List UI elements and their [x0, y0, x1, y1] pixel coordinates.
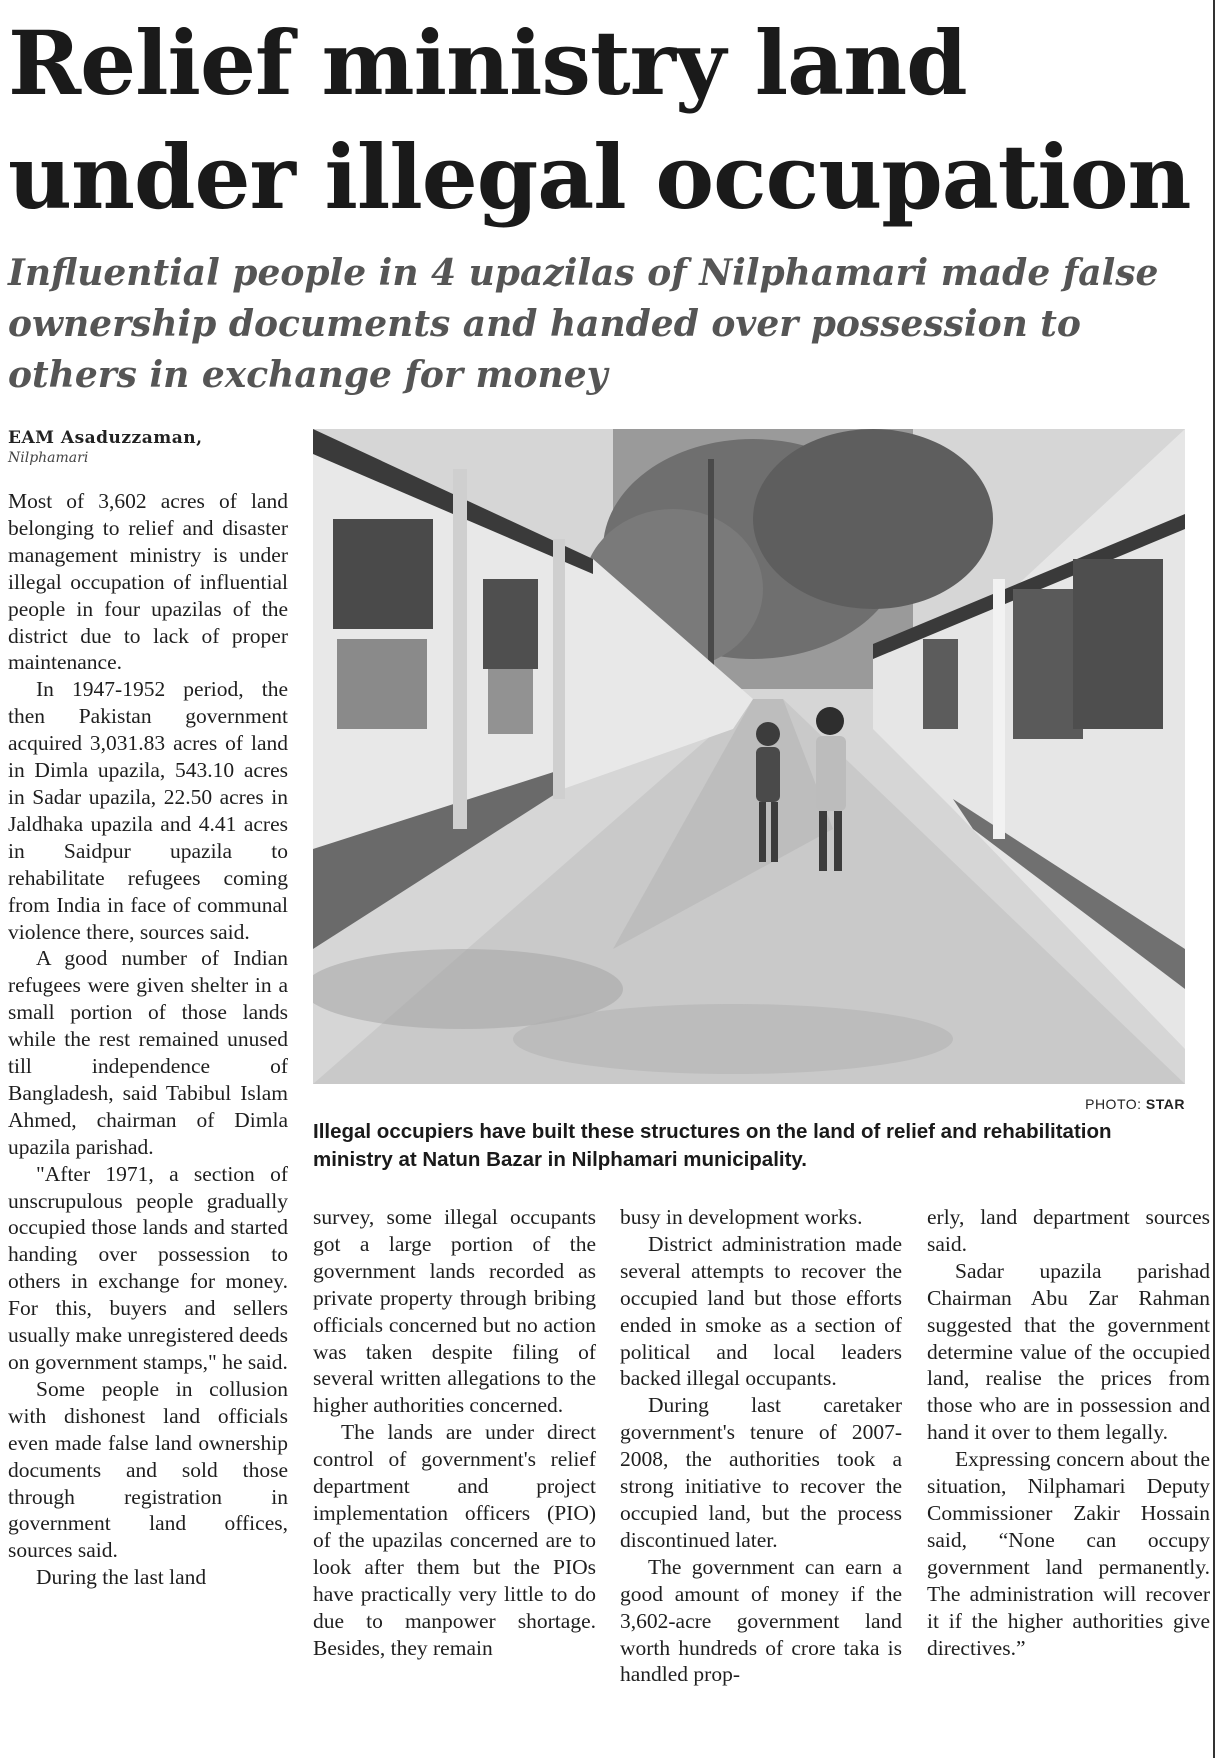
article-column-4: [927, 1204, 1210, 1750]
paragraph: survey, some illegal occupants got a large portion of the government lands recorded as private property through bribing officials concerned but no action was taken despite filing of several written allegations to the higher authorities concerned.: [313, 1205, 596, 1418]
paragraph: A good number of Indian refugees were given shelter in a small portion of those lands while the rest remained unused till independence of Bangladesh, said Tabibul Islam Ahmed, chairman of Dimla upazila parishad.: [8, 946, 288, 1159]
photo-credit: [313, 1096, 1185, 1112]
photo-credit-prefix: PHOTO:: [1085, 1096, 1142, 1112]
article-column-1: [8, 488, 288, 1750]
article-column-2: [313, 1204, 596, 1750]
page-right-rule: [1213, 0, 1215, 1758]
paragraph: Most of 3,602 acres of land belonging to relief and disaster management ministry is under illegal occupation of influential people in four upazilas of the district due to lack of proper maintenance.: [8, 489, 288, 675]
byline-location: Nilphamari: [8, 450, 89, 466]
paragraph: The government can earn a good amount of money if the 3,602-acre government land worth hundreds of crore taka is handled prop-: [620, 1554, 902, 1687]
byline-author: EAM Asaduzzaman,: [8, 428, 203, 448]
news-photo: [313, 429, 1185, 1084]
paragraph: In 1947-1952 period, the then Pakistan government acquired 3,031.83 acres of land in Dimla upazila, 543.10 acres in Sadar upazila, 22.50 acres in Jaldhaka upazila and 4.41 acres in Saidpur upazila to rehabilitate refugees coming from India in face of communal violence there, sources said.: [8, 677, 288, 944]
paragraph: District administration made several attempts to recover the occupied land but those efforts ended in smoke as a section of political and local leaders backed illegal occupants.: [620, 1231, 902, 1391]
paragraph: Some people in collusion with dishonest land officials even made false land ownership documents and sold those through registration in government land offices, sources said.: [8, 1376, 288, 1563]
paragraph: During the last land: [36, 1565, 207, 1590]
photo-illustration: [313, 429, 1185, 1084]
paragraph: Expressing concern about the situation, Nilphamari Deputy Commissioner Zakir Hossain said, “None can occupy government land permanently. The administration will recover it if the higher authorities give directives.”: [927, 1447, 1210, 1660]
byline: [8, 428, 288, 466]
subheadline: Influential people in 4 upazilas of Nilphamari made false ownership documents and handed over possession to others in exchange for money: [8, 252, 1159, 396]
photo-caption: Illegal occupiers have built these structures on the land of relief and rehabilitation ministry at Natun Bazar in Nilphamari municipality.: [313, 1120, 1112, 1171]
paragraph: Sadar upazila parishad Chairman Abu Zar Rahman suggested that the government determine value of the occupied land, realise the prices from those who are in possession and hand it over to them legally.: [927, 1258, 1210, 1445]
paragraph: During last caretaker government's tenure of 2007-2008, the authorities took a strong initiative to recover the occupied land, but the process discontinued later.: [620, 1393, 902, 1552]
article-column-3: [620, 1204, 902, 1750]
paragraph: busy in development works.: [620, 1205, 863, 1229]
paragraph: The lands are under direct control of government's relief department and project implementation officers (PIO) of the upazilas concerned are to look after them but the PIOs have practically very little to do due to manpower shortage. Besides, they remain: [313, 1420, 596, 1660]
paragraph: "After 1971, a section of unscrupulous people gradually occupied those lands and started handing over possession to others in exchange for money. For this, buyers and sellers usually make unregistered deeds on government stamps," he said.: [8, 1161, 288, 1374]
paragraph: erly, land department sources said.: [927, 1205, 1210, 1256]
headline: Relief ministry land under illegal occupation: [8, 11, 1191, 229]
photo-credit-source: STAR: [1145, 1096, 1185, 1112]
